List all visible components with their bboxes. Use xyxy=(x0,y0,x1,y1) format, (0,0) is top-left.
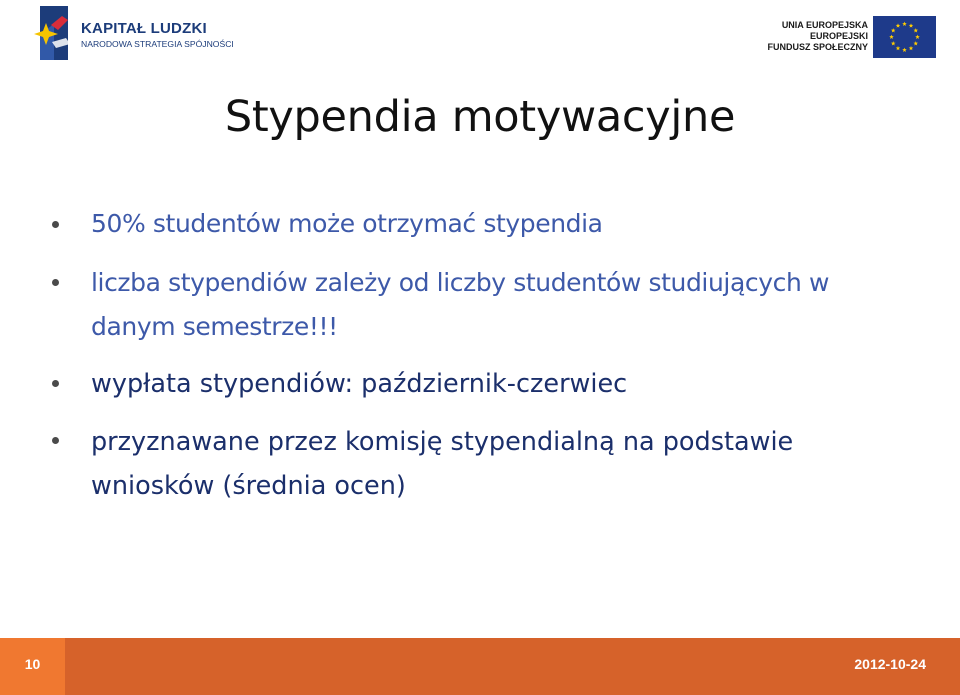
eu-star-icon xyxy=(909,23,914,27)
kapital-ludzki-logo xyxy=(32,4,232,62)
bullet-item-3: wypłata stypendiów: październik-czerwiec xyxy=(91,369,628,399)
eu-flag-icon xyxy=(873,16,936,58)
bullet-item-4: przyznawane przez komisję stypendialną na podstawie wniosków (średnia ocen) xyxy=(91,427,794,501)
eu-star-icon xyxy=(902,48,907,52)
footer-date: 2012-10-24 xyxy=(854,656,926,672)
eu-star-icon xyxy=(913,28,918,32)
eu-stars-icon xyxy=(873,16,936,58)
eu-text-line2: EUROPEJSKI xyxy=(809,31,868,41)
eu-text-line1: UNIA EUROPEJSKA xyxy=(781,20,868,30)
eu-logo xyxy=(767,14,940,60)
bullet-dot xyxy=(52,380,59,387)
eu-star-icon xyxy=(891,28,896,32)
bullet-dot xyxy=(52,221,59,228)
slide-title: Stypendia motywacyjne xyxy=(224,92,736,142)
eu-star-icon xyxy=(915,35,920,39)
eu-star-icon xyxy=(909,46,914,50)
eu-star-icon xyxy=(896,23,901,27)
eu-star-icon xyxy=(896,46,901,50)
footer-bar xyxy=(0,638,960,695)
eu-text-line3: FUNDUSZ SPOŁECZNY xyxy=(767,42,868,52)
bullet-item-2: liczba stypendiów zależy od liczby studentów studiujących w danym semestrze!!! xyxy=(91,268,830,341)
bullet-dot xyxy=(52,437,59,444)
eu-star-icon xyxy=(891,41,896,45)
kapital-ludzki-title: KAPITAŁ LUDZKI xyxy=(81,20,207,37)
bullet-dot xyxy=(52,279,59,286)
page-number: 10 xyxy=(24,656,41,672)
eu-text-block xyxy=(767,20,868,53)
kapital-ludzki-emblem-icon xyxy=(32,4,76,62)
eu-star-icon xyxy=(913,41,918,45)
footer-page-box xyxy=(0,638,65,695)
bullet-item-1: 50% studentów może otrzymać stypendia xyxy=(91,209,603,238)
eu-star-icon xyxy=(889,35,894,39)
kapital-ludzki-subtitle: NARODOWA STRATEGIA SPÓJNOŚCI xyxy=(81,39,234,49)
eu-star-icon xyxy=(902,22,907,26)
